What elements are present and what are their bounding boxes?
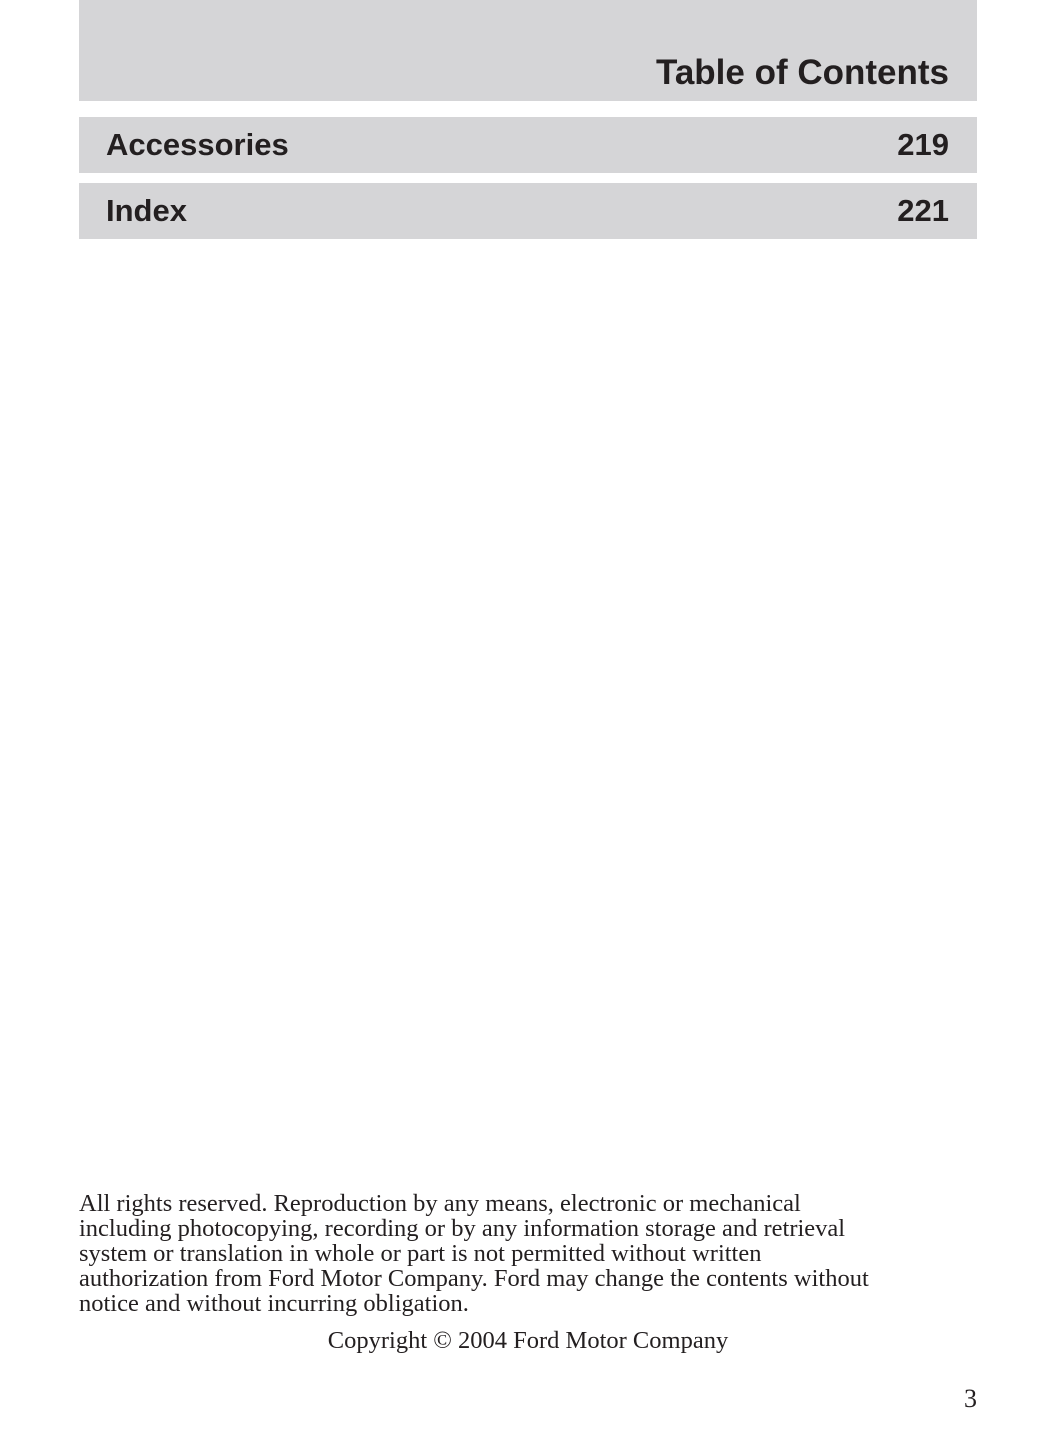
legal-line: authorization from Ford Motor Company. Ford may change the contents without (79, 1265, 869, 1292)
toc-entry-page: 219 (897, 127, 949, 162)
header-band (79, 0, 977, 101)
legal-line: notice and without incurring obligation. (79, 1290, 469, 1317)
toc-entry-accessories[interactable] (79, 117, 977, 173)
legal-notice (79, 1191, 979, 1316)
legal-line: system or translation in whole or part is not permitted without written (79, 1240, 762, 1267)
copyright-notice: Copyright © 2004 Ford Motor Company (327, 1327, 729, 1354)
toc-entry-index[interactable] (79, 183, 977, 239)
toc-entry-label: Index (106, 193, 187, 228)
toc-entry-page: 221 (897, 193, 949, 228)
toc-entry-label: Accessories (106, 127, 289, 162)
legal-line: including photocopying, recording or by any information storage and retrieval (79, 1215, 846, 1242)
page-number: 3 (964, 1384, 977, 1413)
legal-line: All rights reserved. Reproduction by any means, electronic or mechanical (79, 1190, 801, 1217)
page-title: Table of Contents (656, 53, 949, 92)
